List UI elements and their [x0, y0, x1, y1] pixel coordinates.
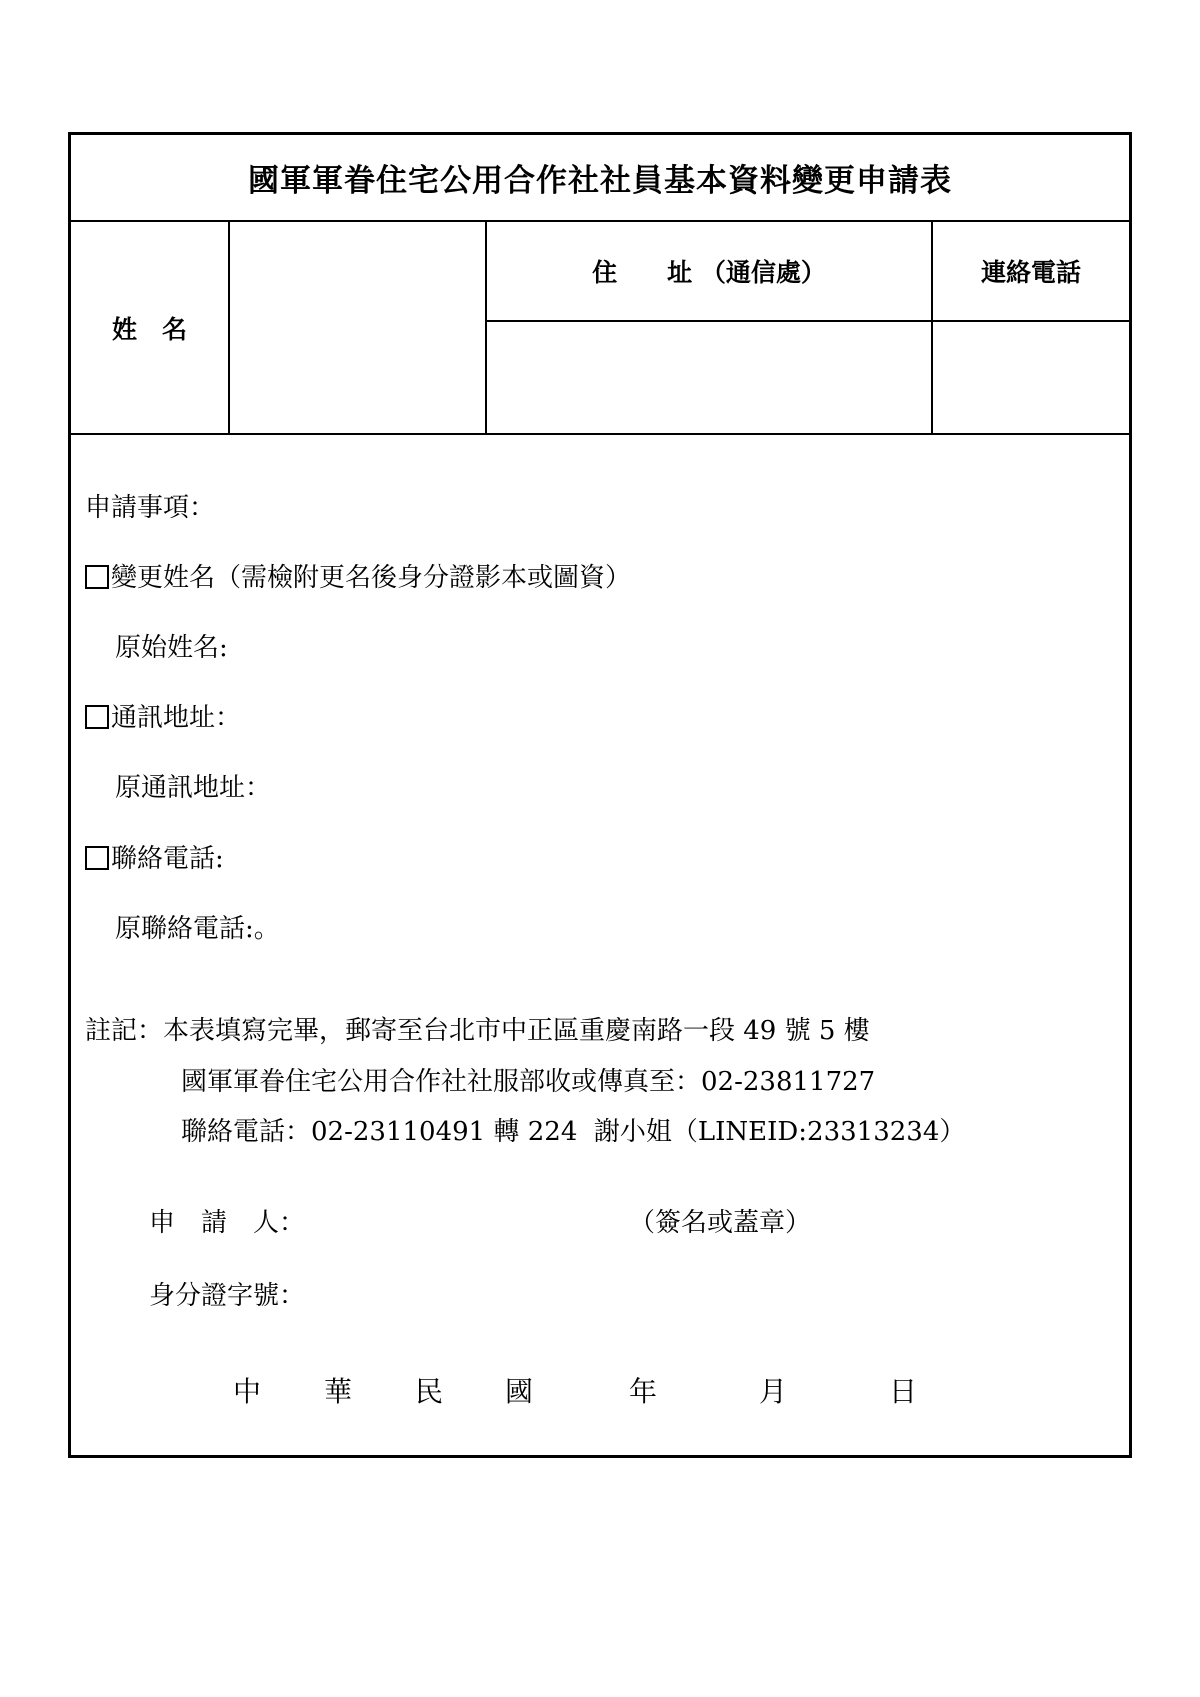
phone-change-label: 聯絡電話: [111, 844, 224, 874]
form-title: 國軍軍眷住宅公用合作社社員基本資料變更申請表 [71, 135, 1129, 222]
address-checkbox[interactable] [85, 705, 109, 729]
phone-option [85, 846, 224, 872]
name-input-cell[interactable] [230, 222, 485, 433]
note-line-3: 聯絡電話：02-23110491 轉 224 謝小姐（LINEID:23313234） [181, 1117, 966, 1147]
change-name-checkbox[interactable] [85, 565, 109, 589]
original-phone-label: 原聯絡電話:。 [115, 914, 280, 944]
date-guo: 國 [505, 1375, 534, 1408]
phone-label: 連絡電話 [980, 258, 1081, 287]
phone-input-cell[interactable] [933, 322, 1129, 433]
original-address-label: 原通訊地址： [115, 773, 272, 803]
date-hua: 華 [324, 1375, 353, 1408]
application-form [68, 132, 1132, 1458]
address-option [85, 705, 241, 731]
date-year: 年 [629, 1375, 658, 1408]
id-number-label: 身分證字號： [149, 1281, 306, 1311]
change-name-label: 變更姓名（需檢附更名後身分證影本或圖資） [111, 563, 632, 593]
name-label: 姓 名 [111, 314, 187, 344]
applicant-label: 申 請 人： [149, 1208, 306, 1238]
original-name-label: 原始姓名: [115, 633, 228, 663]
date-min: 民 [415, 1375, 444, 1408]
change-name-option [85, 565, 631, 591]
date-day: 日 [889, 1375, 918, 1408]
date-zhong: 中 [233, 1375, 262, 1408]
sign-hint: （簽名或蓋章） [629, 1208, 812, 1238]
address-input-cell[interactable] [487, 322, 931, 433]
address-label: 住 址 （通信處） [592, 258, 826, 287]
phone-checkbox[interactable] [85, 846, 109, 870]
note-line-1: 註記：本表填寫完畢，郵寄至台北市中正區重慶南路一段 49 號 5 樓 [85, 1016, 870, 1046]
items-heading: 申請事項： [85, 493, 216, 523]
note-line-2: 國軍軍眷住宅公用合作社社服部收或傳真至：02-23811727 [181, 1067, 876, 1097]
grid-line [71, 433, 1129, 435]
address-change-label: 通訊地址： [111, 703, 242, 733]
date-month: 月 [759, 1375, 788, 1408]
